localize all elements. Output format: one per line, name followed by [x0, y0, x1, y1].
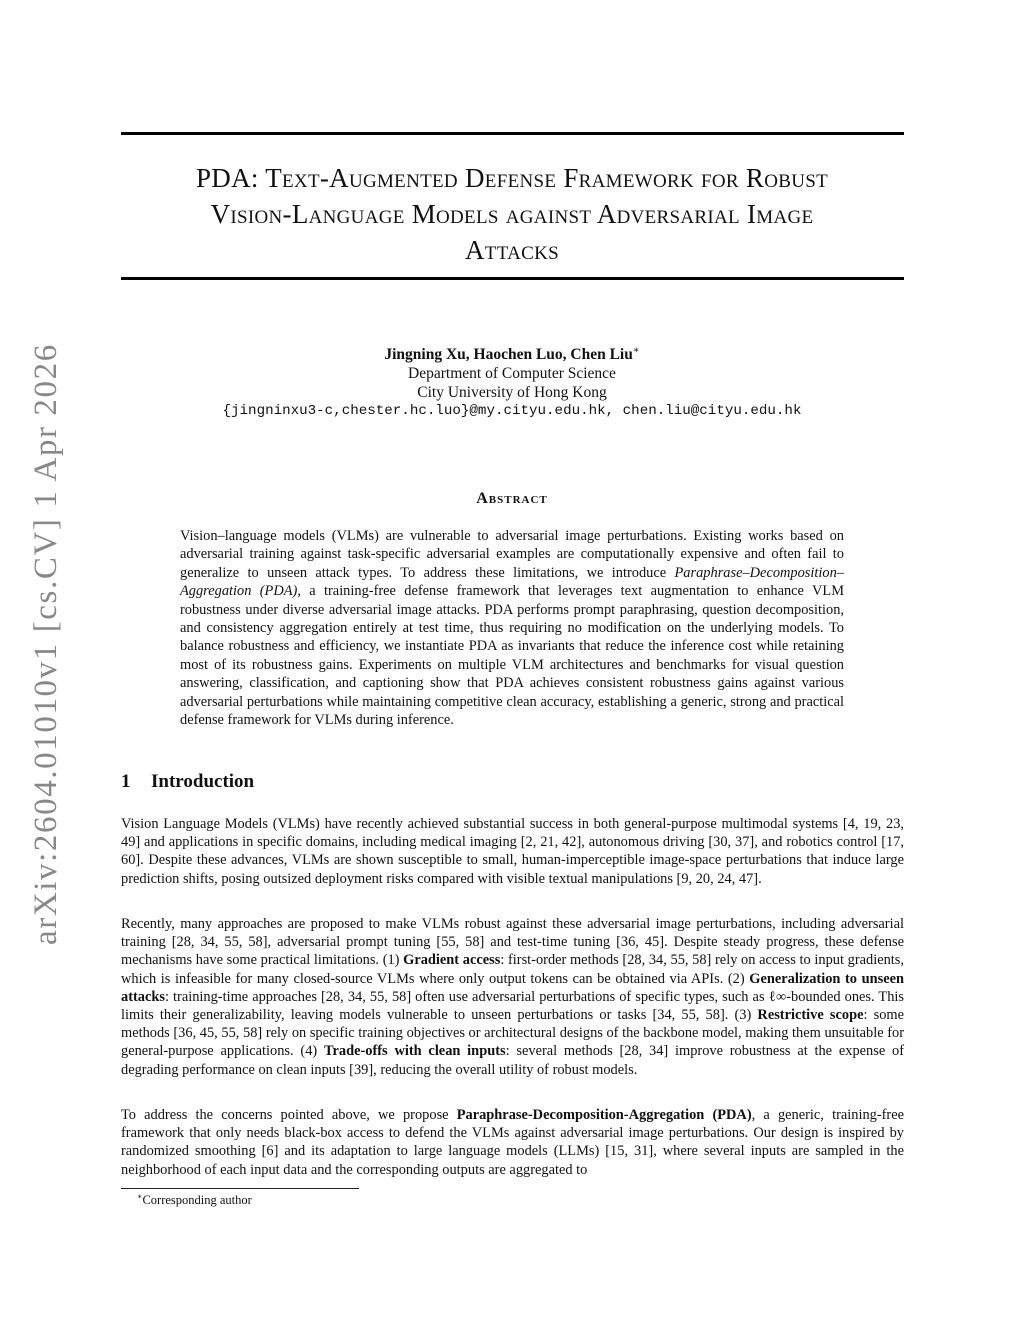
title-line-2: Vision-Language Models against Adversarial Image — [210, 199, 814, 229]
abstract-part-b: , a training-free defense framework that leverages text augmentation to enhance VLM robustness under diverse adversarial image attacks. PDA performs prompt paraphrasing, question decomposition, and consistency aggregation entirely at test time, thus requiring no modification on the underlying models. To balance robustness and efficiency, we instantiate PDA as invariants that reduce the inference cost while retaining most of its robustness gains. Experiments on multiple VLM architectures and benchmarks for visual question answering, classification, and captioning show that PDA achieves consistent robustness gains against various adversarial perturbations while maintaining competitive clean accuracy, establishing a generic, strong and practical defense framework for VLMs during inference. — [180, 583, 844, 729]
corresponding-mark: ∗ — [632, 345, 640, 356]
author-university: City University of Hong Kong — [417, 384, 607, 402]
abstract-method-name: Paraphrase–Decomposition–Aggregation (PDA) — [180, 564, 844, 600]
abstract-heading: Abstract — [476, 490, 548, 507]
footnote-mark: ∗ — [137, 1192, 143, 1201]
intro-paragraph-3 — [121, 1106, 904, 1179]
title-rule-top — [121, 132, 904, 135]
p3-bold-1: Paraphrase-Decomposition-Aggregation (PDA) — [456, 1107, 752, 1123]
p2-text-3: : training-time approaches [28, 34, 55, 58] often use adversarial perturbations of specific types, such as ℓ∞-bounded ones. This limits their generalizability, leaving models vulnerable to unseen perturbations or tasks [34, 55, 58]. (3) — [121, 988, 904, 1024]
abstract-text — [180, 527, 844, 729]
author-names — [112, 341, 912, 364]
footnote — [137, 1192, 252, 1208]
p2-text-5: : several methods [28, 34] improve robustness at the expense of degrading performance on clean inputs [39], reducing the overall utility of robust models. — [121, 1043, 904, 1078]
intro-paragraph-1: Vision Language Models (VLMs) have recently achieved substantial success in both general-purpose multimodal systems [4, 19, 23, 49] and applications in specific domains, including medical imaging [2, 21, 42], autonomous driving [30, 37], and robotics control [17, 60]. Despite these advances, VLMs are shown susceptible to small, human-imperceptible image-space perturbations that induce large prediction shifts, posing outsized deployment risks compared with visible textual manipulations [9, 20, 24, 47]. — [121, 816, 904, 887]
p2-text-1: Recently, many approaches are proposed to make VLMs robust against these adversarial image perturbations, including adversarial training [28, 34, 55, 58], adversarial prompt tuning [55, 58] and test-time tuning [36, 45]. Despite steady progress, these defense mechanisms have some practical limitations. (1) — [121, 916, 904, 969]
arxiv-watermark: arXiv:2604.01010v1 [cs.CV] 1 Apr 2026 — [28, 343, 64, 945]
footnote-rule — [121, 1188, 359, 1189]
p2-text-2: : first-order methods [28, 34, 55, 58] rely on access to input gradients, which is infeasible for many closed-source VLMs where only output tokens can be obtained via APIs. (2) — [121, 952, 904, 987]
intro-paragraph-2 — [121, 915, 904, 1079]
abstract-part-a: Vision–language models (VLMs) are vulnerable to adversarial image perturbations. Existing works based on adversarial training against task-specific adversarial examples are computationally expensive and often fail to generalize to unseen attack types. To address these limitations, we introduce — [180, 528, 844, 581]
p3-text-1: To address the concerns pointed above, we propose — [121, 1107, 457, 1123]
p2-bold-3: Restrictive scope — [757, 1007, 864, 1024]
p2-bold-1: Gradient access — [403, 952, 501, 969]
p2-bold-4: Trade-offs with clean inputs — [323, 1043, 506, 1060]
p2-bold-2: Generalization to unseen attacks — [121, 970, 904, 1005]
footnote-text: Corresponding author — [142, 1193, 252, 1208]
section-number: 1 — [121, 771, 131, 792]
author-names-text: Jingning Xu, Haochen Luo, Chen Liu — [384, 346, 633, 364]
title-line-1: PDA: Text-Augmented Defense Framework for Robust — [195, 163, 829, 193]
author-block — [112, 341, 912, 421]
section-heading — [121, 771, 254, 793]
title-rule-bottom — [121, 277, 904, 280]
p3-text-2: , a generic, training-free framework that only needs black-box access to defend the VLMs against adversarial image perturbations. Our design is inspired by randomized smoothing [6] and its adaptation to large language models (LLMs) [15, 31], where several inputs are sampled in the neighborhood of each input data and the corresponding outputs are aggregated to — [121, 1107, 904, 1178]
title-line-3: Attacks — [465, 235, 559, 265]
author-department: Department of Computer Science — [408, 365, 616, 383]
author-emails: {jingninxu3-c,chester.hc.luo}@my.cityu.edu.hk, chen.liu@cityu.edu.hk — [222, 403, 802, 420]
paper-title — [100, 160, 924, 268]
section-title: Introduction — [151, 771, 255, 792]
p2-text-4: : some methods [36, 45, 55, 58] rely on specific training objectives or architectural designs of the backbone model, making them unsuitable for general-purpose applications. (4) — [121, 1007, 904, 1060]
